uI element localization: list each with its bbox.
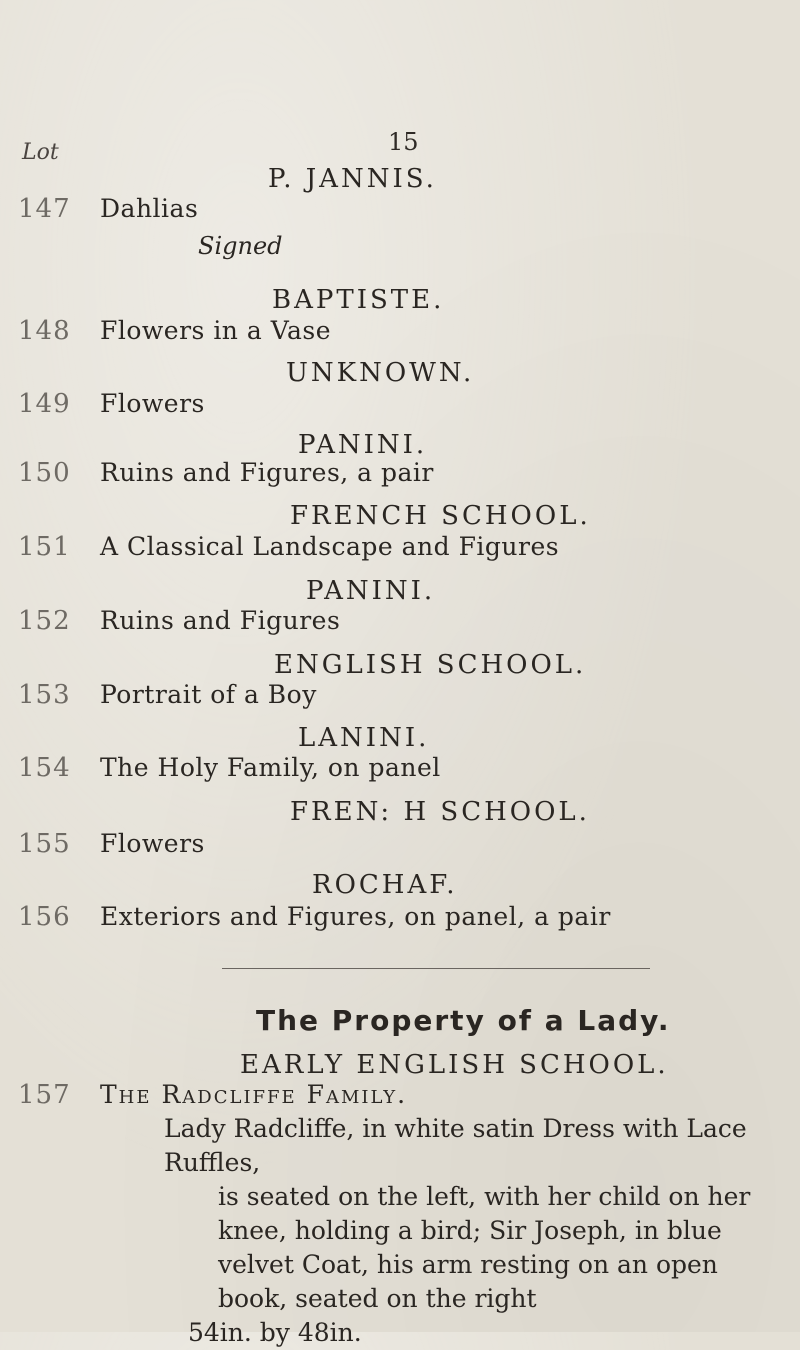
lot-153-artist: ENGLISH SCHOOL. bbox=[274, 650, 587, 680]
property-heading: The Property of a Lady. bbox=[256, 1004, 671, 1037]
lot-152-title: Ruins and Figures bbox=[100, 606, 341, 635]
lot-157-dimensions: 54in. by 48in. bbox=[188, 1318, 362, 1347]
lot-156-title: Exteriors and Figures, on panel, a pair bbox=[100, 902, 611, 931]
lot-155-title: Flowers bbox=[100, 829, 205, 858]
lot-147-artist: P. JANNIS. bbox=[268, 164, 437, 194]
lot-156-number: 156 bbox=[18, 902, 71, 932]
lot-149-artist: UNKNOWN. bbox=[286, 358, 475, 388]
lot-153-number: 153 bbox=[18, 680, 71, 710]
description-body: is seated on the left, with her child on her knee, holding a bird; Sir Joseph, in blue velvet Coat, his arm resting on an open book, seated on the right bbox=[218, 1182, 751, 1313]
lot-150-artist: PANINI. bbox=[298, 430, 428, 460]
lot-155-number: 155 bbox=[18, 829, 71, 859]
lot-148-artist: BAPTISTE. bbox=[272, 285, 445, 315]
lot-149-number: 149 bbox=[18, 389, 71, 419]
lot-152-number: 152 bbox=[18, 606, 71, 636]
lot-154-artist: LANINI. bbox=[298, 723, 430, 753]
lot-154-number: 154 bbox=[18, 753, 71, 783]
lot-151-number: 151 bbox=[18, 532, 71, 562]
lot-149-title: Flowers bbox=[100, 389, 205, 418]
lot-157-description bbox=[164, 1112, 790, 1350]
lot-156-artist: ROCHAF. bbox=[312, 870, 458, 900]
lot-147-title: Dahlias bbox=[100, 194, 199, 223]
lot-157-artist: EARLY ENGLISH SCHOOL. bbox=[240, 1050, 669, 1080]
lot-154-title: The Holy Family, on panel bbox=[100, 753, 441, 782]
lot-150-number: 150 bbox=[18, 458, 71, 488]
lot-153-title: Portrait of a Boy bbox=[100, 680, 317, 709]
lot-157-title: The Radcliffe Family. bbox=[100, 1080, 408, 1109]
lot-151-artist: FRENCH SCHOOL. bbox=[290, 501, 591, 531]
lot-151-title: A Classical Landscape and Figures bbox=[100, 532, 560, 561]
lot-148-title: Flowers in a Vase bbox=[100, 316, 331, 345]
lot-157-number: 157 bbox=[18, 1080, 71, 1110]
lot-148-number: 148 bbox=[18, 316, 71, 346]
lot-155-artist: FREN: H SCHOOL. bbox=[290, 797, 590, 827]
description-first-line: Lady Radcliffe, in white satin Dress with Lace Ruffles, bbox=[164, 1114, 747, 1177]
lot-152-artist: PANINI. bbox=[306, 576, 436, 606]
lot-150-title: Ruins and Figures, a pair bbox=[100, 458, 434, 487]
section-divider bbox=[222, 968, 650, 969]
margin-note: Lot bbox=[22, 140, 59, 165]
lot-147-number: 147 bbox=[18, 194, 71, 224]
lot-147-note: Signed bbox=[198, 232, 283, 260]
page-number: 15 bbox=[388, 128, 419, 156]
